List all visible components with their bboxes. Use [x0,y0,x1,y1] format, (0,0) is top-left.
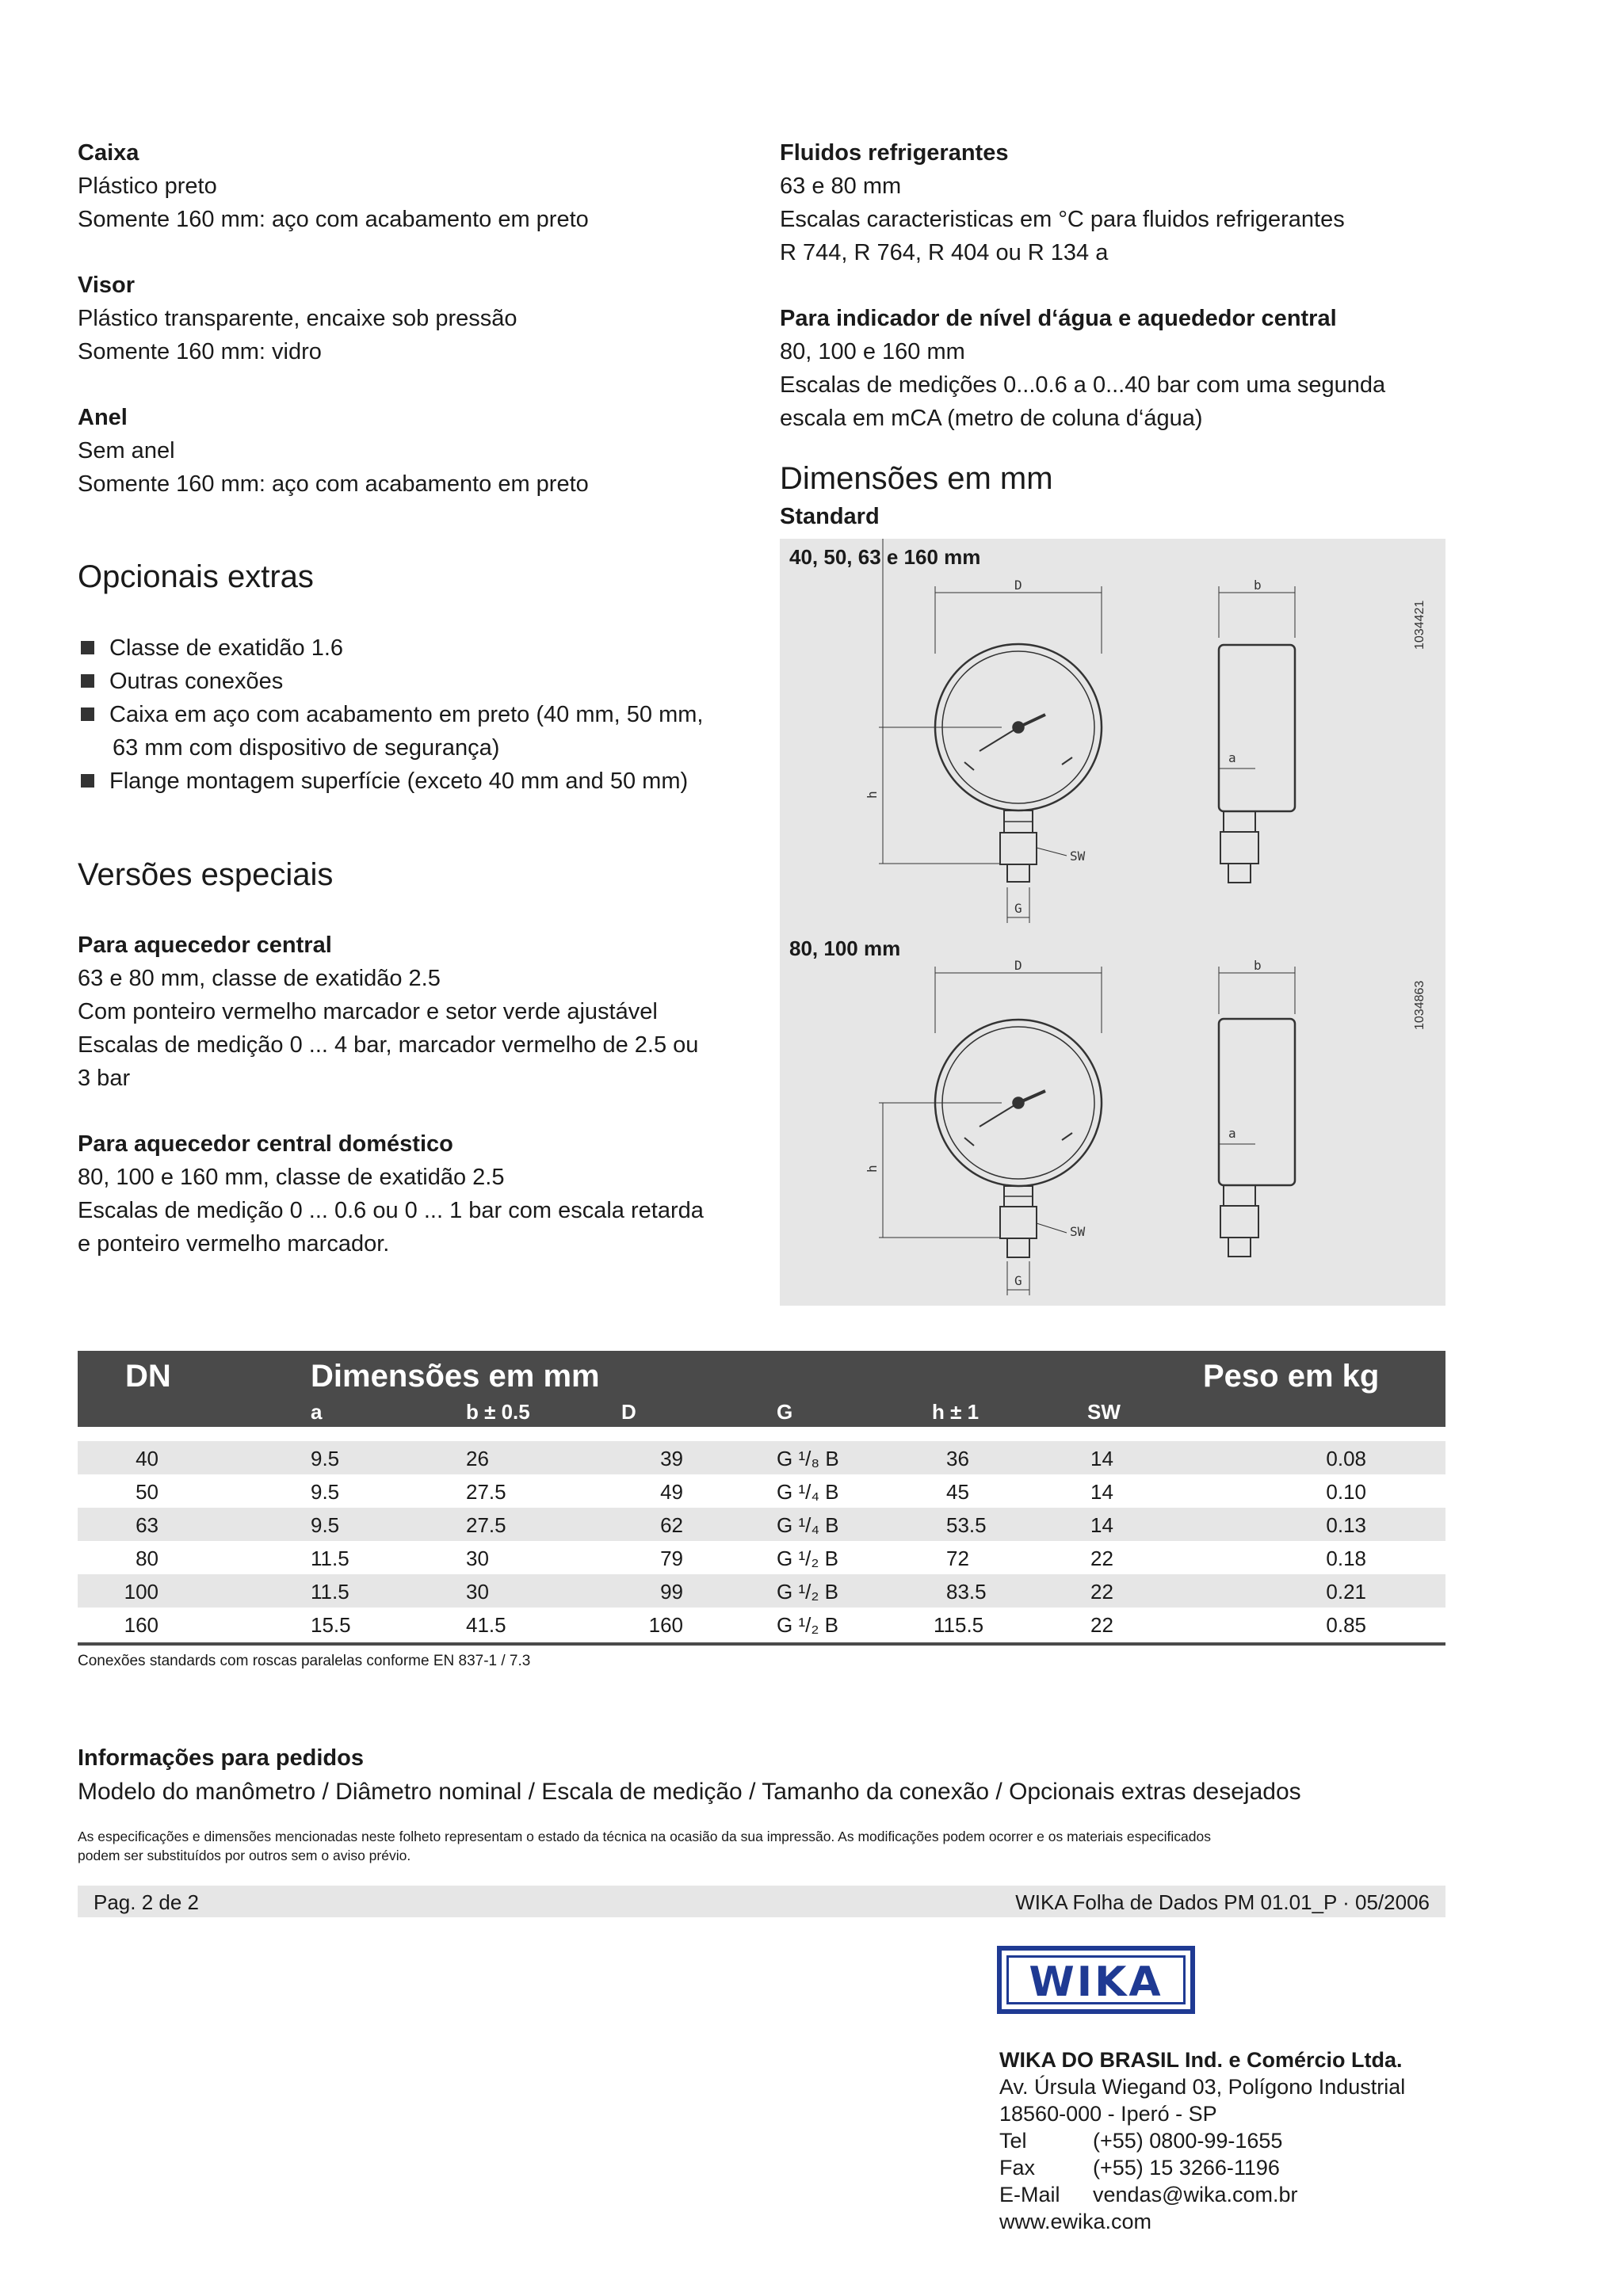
dimensoes-title: Dimensões em mm [780,461,1053,496]
table-bottom-rule [78,1642,1445,1646]
table-row [78,1441,1445,1474]
pedidos-text: Modelo do manômetro / Diâmetro nominal / Escala de medição / Tamanho da conexão / Opcionais extras desejados [78,1779,1301,1805]
cell-G: G ¹/₈ B [777,1447,839,1470]
subheader-D: D [621,1400,636,1424]
subheader-h: h ± 1 [932,1400,980,1424]
dim-a-label: a [1228,1126,1236,1141]
spec-fluidos [780,136,1345,269]
bullet-icon [81,674,94,688]
spec-label: Anel [78,405,128,430]
spec-line: Somente 160 mm: aço com acabamento em preto [78,471,589,497]
disclaimer [78,1827,1211,1865]
table-row [78,1474,1445,1508]
cell-peso: 0.21 [1326,1580,1366,1604]
dim-b-label: b [1254,958,1262,973]
fax-value: (+55) 15 3266-1196 [1093,2156,1280,2180]
gauge-side-view-2 [1219,967,1295,1257]
subheader-G: G [777,1400,793,1424]
table-row [78,1574,1445,1608]
spec-caixa [78,136,589,236]
cell-b: 30 [466,1580,489,1604]
email-label: E-Mail [999,2183,1060,2206]
cell-D: 160 [648,1613,683,1637]
dimension-drawings [780,539,1445,1306]
cell-peso: 0.13 [1326,1513,1366,1537]
cell-peso: 0.10 [1326,1480,1366,1504]
cell-SW: 22 [1090,1547,1113,1570]
gauge-front-view-2 [879,967,1102,1295]
cell-h: 53.5 [946,1513,987,1537]
cell-h: 45 [946,1480,969,1504]
spec-anel [78,401,589,501]
cell-peso: 0.18 [1326,1547,1366,1570]
spec-line: 3 bar [78,1066,131,1091]
cell-SW: 22 [1090,1613,1113,1637]
disclaimer-line: As especificações e dimensões mencionadas neste folheto representam o estado da técnica na ocasião da sua impressão. As modificações podem ocorrer e os materiais especificados [78,1829,1211,1844]
subheader-b: b ± 0.5 [466,1400,530,1424]
opcionais-title: Opcionais extras [78,559,314,594]
spec-indicador-nivel [780,302,1385,435]
list-item-continuation [78,731,703,765]
subheader-SW: SW [1087,1400,1121,1424]
bullet-icon [81,707,94,721]
dim-G-label: G [1014,901,1022,916]
list-item-text: Flange montagem superfície (exceto 40 mm and 50 mm) [109,769,689,794]
list-item [78,698,703,731]
spec-line: 80, 100 e 160 mm, classe de exatidão 2.5 [78,1165,505,1190]
cell-G: G ¹/₂ B [777,1580,838,1604]
spec-line: Escalas de medição 0 ... 4 bar, marcador vermelho de 2.5 ou [78,1032,699,1058]
spec-label: Para indicador de nível d‘água e aquededor central [780,306,1337,331]
spec-line: Escalas de medições 0...0.6 a 0...40 bar com uma segunda [780,372,1386,398]
pedidos-label: Informações para pedidos [78,1745,364,1771]
cell-D: 49 [660,1480,683,1504]
cell-a: 15.5 [311,1613,351,1637]
cell-b: 30 [466,1547,489,1570]
dim-h-label: h [865,791,880,799]
gauge-front-view-1 [879,539,1102,923]
diagram-2-code: 1034863 [1413,980,1426,1030]
spec-visor [78,269,517,368]
cell-a: 9.5 [311,1480,340,1504]
cell-b: 27.5 [466,1513,506,1537]
spec-label: Fluidos refrigerantes [780,140,1009,166]
spec-line: 63 e 80 mm [780,174,902,199]
dim-a-label: a [1228,750,1236,765]
spec-line: Sem anel [78,438,175,463]
list-item-text: Outras conexões [109,669,284,694]
cell-h: 72 [946,1547,969,1570]
cell-a: 9.5 [311,1447,340,1470]
table-row [78,1508,1445,1541]
address-line: 18560-000 - Iperó - SP [999,2102,1217,2126]
list-item [78,665,703,698]
spec-line: Somente 160 mm: aço com acabamento em preto [78,207,589,232]
tel-value: (+55) 0800-99-1655 [1093,2129,1283,2153]
gauge-drawings-svg [780,539,1445,1306]
spec-line: Com ponteiro vermelho marcador e setor verde ajustável [78,999,658,1024]
diagram-1-code: 1034421 [1413,600,1426,650]
cell-peso: 0.08 [1326,1447,1366,1470]
subheader-a: a [311,1400,323,1424]
dim-SW-label: SW [1070,1224,1086,1239]
spec-line: 63 e 80 mm, classe de exatidão 2.5 [78,966,441,991]
cell-D: 39 [660,1447,683,1470]
spec-label: Visor [78,273,136,298]
cell-a: 11.5 [311,1580,349,1604]
spec-line: Plástico preto [78,174,217,199]
spec-line: escala em mCA (metro de coluna d‘água) [780,406,1203,431]
diagram-2-label: 80, 100 mm [789,936,901,960]
disclaimer-line: podem ser substituídos por outros sem o aviso prévio. [78,1848,411,1863]
spec-line: R 744, R 764, R 404 ou R 134 a [780,240,1109,265]
website-link[interactable]: www.ewika.com [999,2210,1152,2233]
footer-bar [78,1886,1445,1917]
cell-dn: 50 [136,1480,158,1504]
cell-b: 26 [466,1447,489,1470]
spec-line: e ponteiro vermelho marcador. [78,1231,390,1257]
cell-G: G ¹/₂ B [777,1547,838,1570]
versoes-title: Versões especiais [78,857,334,892]
cell-SW: 14 [1090,1480,1113,1504]
dim-G-label: G [1014,1273,1022,1288]
list-item-text: Caixa em aço com acabamento em preto (40 mm, 50 mm, [109,702,704,727]
page-number: Pag. 2 de 2 [94,1890,199,1914]
spec-line: Escalas de medição 0 ... 0.6 ou 0 ... 1 bar com escala retarda [78,1198,704,1223]
spec-line: 80, 100 e 160 mm [780,339,965,364]
dim-h-label: h [865,1165,880,1173]
header-dn: DN [125,1359,171,1394]
company-address [999,2046,1405,2235]
email-line [999,2181,1405,2208]
cell-h: 115.5 [934,1613,984,1637]
header-dims: Dimensões em mm [311,1359,600,1394]
table-header [78,1351,1445,1427]
table-row [78,1541,1445,1574]
cell-SW: 22 [1090,1580,1113,1604]
cell-b: 27.5 [466,1480,506,1504]
cell-D: 99 [660,1580,683,1604]
cell-SW: 14 [1090,1447,1113,1470]
gauge-side-view-1 [1219,586,1295,883]
spec-label: Para aquecedor central [78,933,332,958]
fax-line [999,2154,1405,2181]
cell-b: 41.5 [466,1613,506,1637]
cell-SW: 14 [1090,1513,1113,1537]
dim-D-label: D [1014,958,1022,973]
address-line: Av. Úrsula Wiegand 03, Polígono Industrial [999,2075,1406,2099]
header-peso: Peso em kg [1203,1359,1380,1394]
email-link[interactable]: vendas@wika.com.br [1093,2183,1298,2206]
wika-logo [997,1946,1195,2014]
dimensoes-subtitle: Standard [780,504,880,529]
cell-dn: 160 [124,1613,158,1637]
spec-label: Para aquecedor central doméstico [78,1131,453,1157]
tel-label: Tel [999,2129,1027,2153]
spec-label: Caixa [78,140,139,166]
diagram-1-label: 40, 50, 63 e 160 mm [789,545,981,569]
cell-a: 11.5 [311,1547,349,1570]
versao-aquecedor-central [78,929,698,1095]
bullet-icon [81,774,94,788]
logo-text: WIKA [1029,1958,1163,2006]
fax-label: Fax [999,2156,1036,2180]
dim-D-label: D [1014,578,1022,593]
versao-aquecedor-domestico [78,1127,704,1261]
table-note: Conexões standards com roscas paralelas conforme EN 837-1 / 7.3 [78,1653,531,1669]
cell-dn: 63 [136,1513,158,1537]
spec-line: Plástico transparente, encaixe sob pressão [78,306,517,331]
list-item-text: Classe de exatidão 1.6 [109,635,344,661]
cell-G: G ¹/₄ B [777,1513,839,1537]
cell-G: G ¹/₄ B [777,1480,839,1504]
spec-line: Escalas caracteristicas em °C para fluidos refrigerantes [780,207,1345,232]
spec-line: Somente 160 mm: vidro [78,339,322,364]
cell-h: 83.5 [946,1580,987,1604]
cell-G: G ¹/₂ B [777,1613,838,1637]
cell-D: 62 [660,1513,683,1537]
table-row [78,1608,1445,1641]
company-name: WIKA DO BRASIL Ind. e Comércio Ltda. [999,2048,1403,2072]
cell-h: 36 [946,1447,969,1470]
dim-b-label: b [1254,578,1262,593]
list-item [78,765,703,798]
list-item [78,631,703,665]
cell-peso: 0.85 [1326,1613,1366,1637]
cell-D: 79 [660,1547,683,1570]
bullet-icon [81,641,94,654]
dim-SW-label: SW [1070,849,1086,864]
doc-reference: WIKA Folha de Dados PM 01.01_P · 05/2006 [1015,1890,1430,1914]
cell-dn: 80 [136,1547,158,1570]
cell-dn: 40 [136,1447,158,1470]
list-item-text: 63 mm com dispositivo de segurança) [113,735,500,761]
cell-a: 9.5 [311,1513,340,1537]
opcionais-list [78,631,703,798]
tel-line [999,2127,1405,2154]
cell-dn: 100 [124,1580,158,1604]
